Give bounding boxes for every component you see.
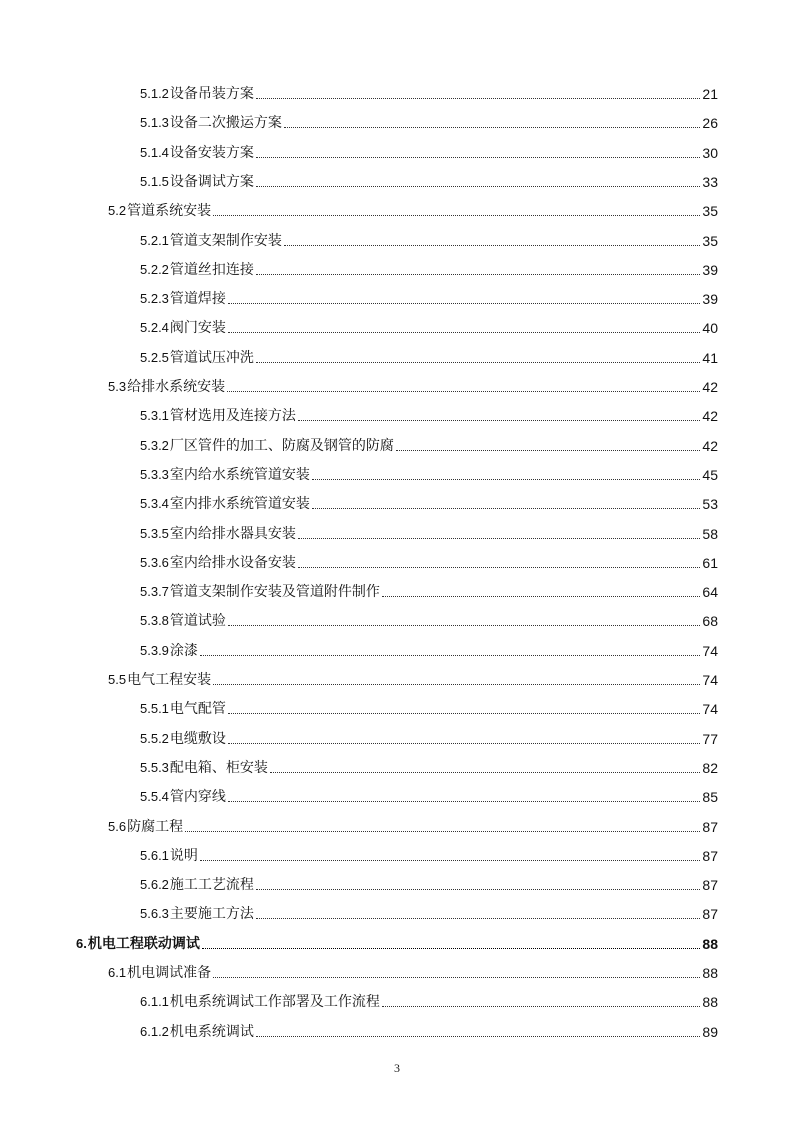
toc-entry-number: 6.1 [108,965,127,980]
dot-leader [228,800,701,802]
toc-entry[interactable] [108,960,718,982]
toc-entry[interactable] [140,1019,718,1041]
dot-leader [256,97,701,99]
toc-entry-title: 管材选用及连接方法 [169,408,296,424]
dot-leader [213,976,700,978]
toc-entry[interactable] [140,140,718,162]
dot-leader [256,361,701,363]
toc-entry-number: 5.1.3 [140,115,169,130]
toc-entry-title: 主要施工方法 [169,906,254,922]
toc-entry[interactable] [140,257,718,279]
toc-entry[interactable] [108,198,718,220]
toc-entry[interactable] [76,931,718,953]
toc-entry[interactable] [140,521,718,543]
toc-entry-number: 6.1.2 [140,1024,169,1039]
toc-entry-title: 管内穿线 [169,789,226,805]
dot-leader [284,244,701,246]
toc-entry-page: 87 [702,848,718,864]
toc-entry-title: 设备吊装方案 [169,86,254,102]
dot-leader [382,1005,701,1007]
toc-entry-page: 42 [702,379,718,395]
toc-entry[interactable] [140,638,718,660]
toc-entry-page: 30 [702,145,718,161]
toc-entry-number: 5.2.4 [140,320,169,335]
toc-entry[interactable] [140,579,718,601]
toc-entry[interactable] [140,345,718,367]
toc-entry-number: 5.3.5 [140,526,169,541]
toc-entry-page: 88 [702,965,718,981]
toc-entry[interactable] [140,462,718,484]
toc-entry-title: 给排水系统安装 [127,379,226,395]
dot-leader [185,830,700,832]
dot-leader [228,624,701,626]
dot-leader [228,742,701,744]
toc-entry-title: 涂漆 [169,643,198,659]
toc-entry[interactable] [140,755,718,777]
toc-entry-page: 88 [702,994,718,1010]
toc-entry-title: 厂区管件的加工、防腐及钢管的防腐 [169,438,394,454]
toc-entry-title: 机电调试准备 [127,965,212,981]
toc-entry[interactable] [140,228,718,250]
toc-entry-page: 61 [702,555,718,571]
toc-entry-title: 机电系统调试 [169,1024,254,1040]
toc-entry-number: 6.1.1 [140,994,169,1009]
toc-entry-page: 77 [702,731,718,747]
toc-entry-page: 88 [702,936,718,952]
toc-entry[interactable] [108,667,718,689]
toc-entry-title: 管道支架制作安装及管道附件制作 [169,584,380,600]
toc-entry[interactable] [140,843,718,865]
toc-entry-page: 74 [702,701,718,717]
toc-entry-number: 5.3.6 [140,555,169,570]
page-number: 3 [394,1061,400,1075]
dot-leader [396,449,701,451]
toc-entry-number: 5.3.7 [140,584,169,599]
dot-leader [298,537,701,539]
toc-entry-page: 45 [702,467,718,483]
toc-entry-title: 室内给排水设备安装 [169,555,296,571]
toc-entry-page: 87 [702,819,718,835]
toc-entry-page: 53 [702,496,718,512]
dot-leader [200,654,701,656]
toc-entry-number: 5.2.2 [140,262,169,277]
dot-leader [256,1035,701,1037]
toc-entry-title: 电缆敷设 [169,731,226,747]
toc-entry-page: 58 [702,526,718,542]
toc-entry-title: 说明 [169,848,198,864]
dot-leader [298,566,701,568]
toc-entry[interactable] [140,901,718,923]
toc-entry-title: 管道试验 [169,613,226,629]
toc-entry[interactable] [140,696,718,718]
toc-entry-number: 5.2.1 [140,233,169,248]
toc-entry-title: 机电系统调试工作部署及工作流程 [169,994,380,1010]
toc-entry-title: 施工工艺流程 [169,877,254,893]
toc-entry-number: 5.1.5 [140,174,169,189]
toc-entry[interactable] [140,110,718,132]
toc-entry-page: 85 [702,789,718,805]
toc-entry-page: 87 [702,877,718,893]
toc-entry[interactable] [108,374,718,396]
toc-entry-number: 5.3.2 [140,438,169,453]
toc-entry-title: 管道试压冲洗 [169,350,254,366]
toc-entry-page: 42 [702,408,718,424]
dot-leader [382,595,701,597]
toc-entry-number: 6. [76,936,87,951]
toc-entry[interactable] [140,491,718,513]
toc-entry-title: 室内排水系统管道安装 [169,496,310,512]
toc-entry-title: 阀门安装 [169,320,226,336]
toc-entry-page: 35 [702,203,718,219]
toc-entry-number: 5.3.4 [140,496,169,511]
dot-leader [228,331,701,333]
toc-entry-number: 5.2.3 [140,291,169,306]
toc-entry-page: 41 [702,350,718,366]
toc-entry-page: 33 [702,174,718,190]
toc-entry-title: 机电工程联动调试 [87,936,200,952]
dot-leader [202,947,701,949]
toc-entry-number: 5.3.1 [140,408,169,423]
toc-entry[interactable] [140,726,718,748]
toc-entry-page: 74 [702,672,718,688]
toc-entry-number: 5.3.3 [140,467,169,482]
toc-entry[interactable] [140,608,718,630]
toc-entry-number: 5.3.9 [140,643,169,658]
toc-entry-title: 设备二次搬运方案 [169,115,282,131]
dot-leader [284,126,701,128]
toc-entry-page: 35 [702,233,718,249]
toc-entry[interactable] [140,81,718,103]
toc-entry-number: 5.2 [108,203,127,218]
toc-entry-number: 5.5 [108,672,127,687]
toc-entry-number: 5.6.3 [140,906,169,921]
toc-entry-number: 5.1.4 [140,145,169,160]
toc-entry-page: 42 [702,438,718,454]
toc-entry-number: 5.6.1 [140,848,169,863]
toc-entry-page: 74 [702,643,718,659]
toc-entry-page: 89 [702,1024,718,1040]
toc-entry-page: 39 [702,291,718,307]
dot-leader [256,888,701,890]
toc-entry[interactable] [140,169,718,191]
dot-leader [256,917,701,919]
toc-entry-title: 管道丝扣连接 [169,262,254,278]
toc-entry-page: 40 [702,320,718,336]
toc-entry[interactable] [140,433,718,455]
toc-entry-number: 5.2.5 [140,350,169,365]
dot-leader [270,771,701,773]
toc-entry-title: 管道焊接 [169,291,226,307]
toc-entry-page: 87 [702,906,718,922]
toc-entry[interactable] [140,784,718,806]
dot-leader [213,214,700,216]
toc-entry-page: 68 [702,613,718,629]
toc-entry-number: 5.5.3 [140,760,169,775]
toc-entry-number: 5.6.2 [140,877,169,892]
dot-leader [228,302,701,304]
dot-leader [256,156,701,158]
toc-entry-page: 26 [702,115,718,131]
toc-entry-title: 室内给排水器具安装 [169,526,296,542]
toc-entry[interactable] [140,315,718,337]
dot-leader [256,185,701,187]
toc-entry-number: 5.5.4 [140,789,169,804]
toc-entry[interactable] [140,872,718,894]
dot-leader [312,507,701,509]
toc-entry-title: 设备调试方案 [169,174,254,190]
toc-entry-title: 配电箱、柜安装 [169,760,268,776]
toc-entry[interactable] [140,989,718,1011]
dot-leader [228,712,701,714]
toc-entry-number: 5.5.1 [140,701,169,716]
toc-entry-number: 5.3.8 [140,613,169,628]
toc-entry-number: 5.5.2 [140,731,169,746]
toc-entry-title: 电气工程安装 [127,672,212,688]
dot-leader [227,390,700,392]
toc-entry-page: 64 [702,584,718,600]
toc-entry-page: 39 [702,262,718,278]
toc-entry-title: 设备安装方案 [169,145,254,161]
toc-entry-title: 管道支架制作安装 [169,233,282,249]
toc-entry[interactable] [140,550,718,572]
dot-leader [213,683,700,685]
toc-entry-page: 21 [702,86,718,102]
toc-entry-title: 防腐工程 [127,819,184,835]
toc-entry-title: 室内给水系统管道安装 [169,467,310,483]
toc-entry-number: 5.6 [108,819,127,834]
toc-entry[interactable] [108,814,718,836]
toc-entry-number: 5.3 [108,379,127,394]
dot-leader [312,478,701,480]
dot-leader [298,419,701,421]
toc-entry[interactable] [140,286,718,308]
toc-entry[interactable] [140,403,718,425]
dot-leader [200,859,701,861]
dot-leader [256,273,701,275]
toc-entry-title: 管道系统安装 [127,203,212,219]
toc-entry-title: 电气配管 [169,701,226,717]
toc-entry-number: 5.1.2 [140,86,169,101]
toc-entry-page: 82 [702,760,718,776]
